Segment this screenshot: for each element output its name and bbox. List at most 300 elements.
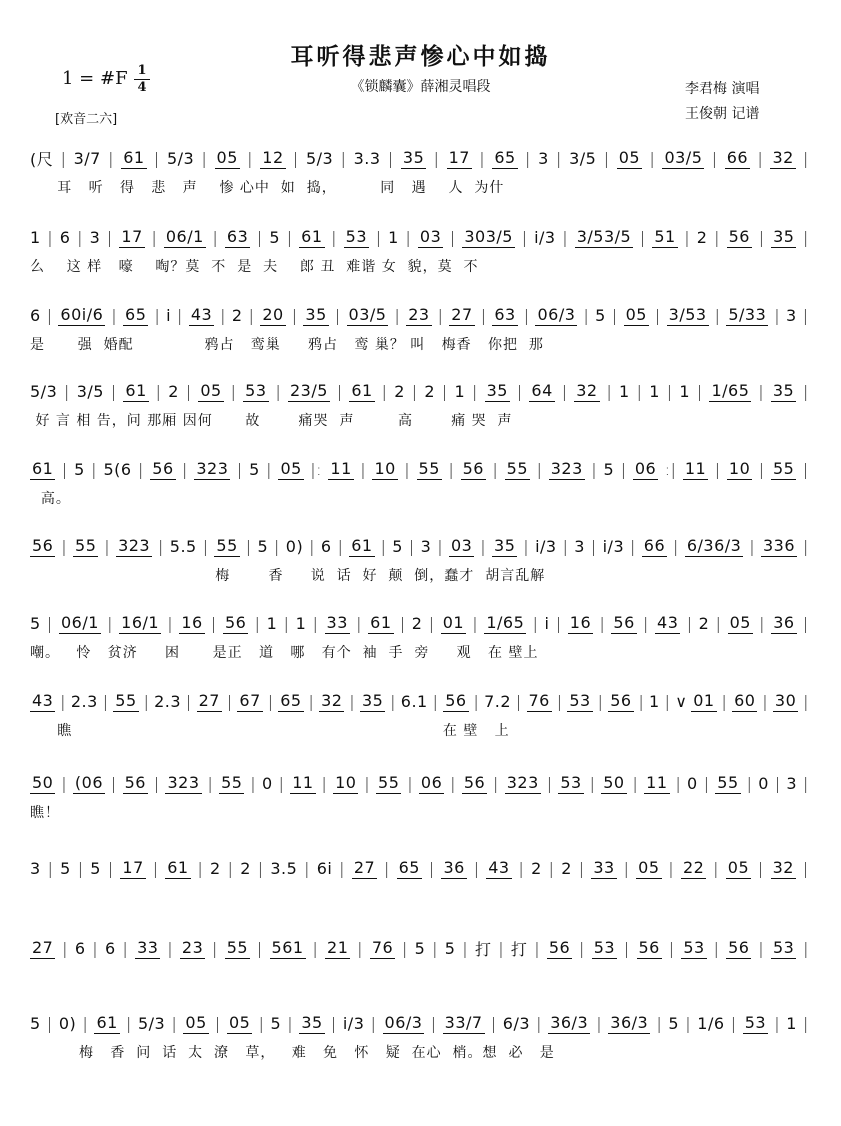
note-group: 61	[351, 535, 373, 555]
note-group: 56	[728, 937, 750, 957]
note-group: 5	[257, 536, 269, 556]
barline: |	[337, 536, 344, 556]
barline: |	[405, 227, 412, 247]
barline: |	[137, 459, 144, 479]
barline: |	[746, 773, 753, 793]
note-group: 33	[593, 857, 615, 877]
note-group: 打	[510, 939, 528, 959]
note-group: 5/3	[30, 381, 58, 401]
barline: |	[599, 613, 606, 633]
note-group: 56	[152, 458, 174, 478]
lyric-row: 嘲。 怜 贫济 困 是正 道 哪 有个 袖 手 旁 观 在 壁上	[30, 645, 539, 661]
barline: |	[47, 858, 54, 878]
note-group: 55	[506, 458, 529, 478]
note-group: 36	[443, 857, 465, 877]
barline: |	[77, 858, 84, 878]
barline: |	[291, 305, 298, 325]
barline: |	[202, 536, 209, 556]
barline: |	[60, 691, 67, 711]
note-group: 17	[121, 226, 143, 246]
barline: |	[441, 381, 448, 401]
note-group: 35	[301, 1012, 323, 1032]
note-group: 51	[654, 226, 676, 246]
barline: |	[639, 227, 646, 247]
note-group: 43	[657, 612, 679, 632]
barline: |	[46, 613, 53, 633]
barline: |	[675, 773, 682, 793]
note-group: 56	[548, 937, 571, 957]
note-group: 60i/6	[60, 304, 104, 324]
barline: |	[638, 691, 645, 711]
barline: |	[61, 773, 68, 793]
note-group: 76	[371, 937, 394, 957]
barline: |	[534, 938, 541, 958]
barline: |	[104, 536, 111, 556]
note-group: 67	[239, 690, 261, 710]
score-line	[30, 610, 810, 662]
score-line	[30, 1010, 810, 1062]
time-signature	[134, 64, 150, 95]
note-group: 06	[634, 458, 657, 478]
note-group: 5	[90, 858, 101, 878]
barline: |	[642, 613, 649, 633]
barline: |	[245, 536, 252, 556]
note-group: 05	[185, 1012, 207, 1032]
note-group: 61	[370, 612, 392, 632]
note-group: 10	[374, 458, 396, 478]
note-group: 5	[269, 227, 281, 247]
barline: |	[201, 148, 208, 168]
note-group: 1/65	[711, 380, 750, 400]
barline: |	[686, 613, 693, 633]
note-group: 11	[684, 458, 707, 478]
note-group: 1	[679, 381, 691, 401]
barline: |	[696, 381, 703, 401]
barline: |	[666, 381, 673, 401]
barline: |	[153, 773, 160, 793]
barline: |	[110, 773, 117, 793]
note-group: 5	[603, 459, 615, 479]
note-group: 35	[305, 304, 327, 324]
barline: |	[177, 305, 183, 325]
barline: |	[703, 773, 710, 793]
notation-row	[30, 1010, 810, 1036]
barline: |	[266, 459, 273, 479]
barline: |	[803, 691, 809, 711]
barline: |	[430, 1013, 437, 1033]
barline: |	[462, 938, 469, 958]
barline: |	[185, 691, 192, 711]
note-group: 5/3	[137, 1013, 166, 1033]
barline: |	[308, 691, 315, 711]
barline: |	[383, 858, 390, 878]
note-group: 3	[30, 858, 41, 878]
barline: |	[106, 227, 113, 247]
note-group: 56	[32, 535, 54, 555]
barline: |	[803, 938, 809, 958]
barline: |	[111, 305, 118, 325]
note-group: 60	[734, 690, 756, 710]
barline: |	[399, 613, 406, 633]
note-group: 56	[613, 612, 635, 632]
score-line	[30, 855, 810, 907]
transcriber-credit: 王俊朝 记谱	[685, 106, 760, 122]
note-group: 5/3	[305, 148, 334, 168]
note-group: 5.5	[169, 536, 197, 556]
barline: |	[428, 858, 435, 878]
note-group: 打	[474, 939, 492, 959]
note-group: 17	[122, 857, 144, 877]
note-group: 16/1	[121, 612, 160, 632]
note-group: 61	[301, 226, 323, 246]
barline: |	[407, 773, 414, 793]
note-group: 63	[494, 304, 516, 324]
barline: |	[757, 148, 764, 168]
note-group: 2	[696, 227, 708, 247]
barline: |	[91, 459, 98, 479]
barline: |	[60, 148, 67, 168]
lyric-row: 是 强 婚配 鸦占 鸾巢 鸦占 鸾 巢？ 叫 梅香 你把 那	[30, 337, 544, 353]
note-group: 61	[32, 458, 54, 478]
note-group: 23/5	[289, 380, 328, 400]
barline: |	[562, 227, 569, 247]
note-group: 65	[280, 690, 302, 710]
note-group: 27	[198, 690, 220, 710]
barline: |	[713, 858, 719, 878]
barline: |	[110, 381, 117, 401]
time-top: 1	[137, 63, 147, 78]
barline: |	[664, 691, 671, 711]
note-group: 20	[262, 304, 284, 324]
note-group: 10	[728, 458, 751, 478]
barline: |	[589, 773, 596, 793]
note-group: 76	[528, 690, 550, 710]
note-group: 05	[625, 304, 647, 324]
barline: |	[774, 773, 781, 793]
note-group: 56	[638, 937, 660, 957]
note-group: 2	[561, 858, 572, 878]
barline: |	[257, 858, 264, 878]
barline: |	[656, 1013, 663, 1033]
barline: |	[802, 536, 809, 556]
barline: |	[758, 459, 765, 479]
note-group: 32	[772, 147, 794, 167]
barline: |	[107, 613, 113, 633]
note-group: 3	[786, 305, 797, 325]
note-group: 35	[361, 690, 384, 710]
barline: |	[433, 148, 440, 168]
barline: |	[498, 938, 505, 958]
note-group: 1	[454, 381, 466, 401]
note-group: 5	[30, 613, 41, 633]
barline: |	[714, 227, 720, 247]
barline: |	[153, 148, 160, 168]
barline: |	[449, 227, 456, 247]
barline: |	[212, 938, 218, 958]
note-group: 53	[560, 772, 582, 792]
lyric-row: 瞧 在 壁 上	[30, 723, 510, 739]
note-group: 2	[168, 381, 179, 401]
note-group: 53	[593, 937, 616, 957]
note-group: 56	[445, 690, 467, 710]
note-group: 5	[270, 1013, 282, 1033]
barline: |	[546, 773, 553, 793]
note-group: i/3	[535, 536, 557, 556]
barline: |	[360, 459, 367, 479]
lyric-row: 高。	[30, 491, 71, 507]
barline: |	[64, 381, 70, 401]
barline: |	[236, 459, 243, 479]
barline: |	[197, 858, 204, 878]
notation-row	[30, 224, 810, 250]
note-group: 27	[32, 937, 54, 957]
barline: |	[401, 938, 408, 958]
barline: |	[248, 305, 255, 325]
barline: |	[247, 148, 254, 168]
note-group: 55	[717, 772, 739, 792]
note-group: 11	[646, 772, 668, 792]
lyric-row: 么 这 样 嚎 啕？莫 不 是 夫 郎 丑 难谐 女 貌，莫 不	[30, 259, 479, 275]
barline: |	[336, 381, 343, 401]
note-group: (06	[74, 772, 104, 792]
note-group: 06	[420, 772, 443, 792]
barline: |	[286, 227, 293, 247]
barline: |	[312, 938, 319, 958]
barline: |	[473, 691, 480, 711]
note-group: 1	[388, 227, 399, 247]
note-group: 36	[773, 612, 795, 632]
barline: |	[214, 1013, 221, 1033]
note-group: 5/33	[728, 304, 767, 324]
tune-label: [欢音二六]	[55, 112, 118, 127]
note-group: 32	[772, 857, 794, 877]
barline: |	[623, 938, 630, 958]
note-group: 55	[772, 458, 795, 478]
barline: |	[774, 1013, 781, 1033]
barline: |	[654, 305, 661, 325]
note-group: 35	[773, 226, 795, 246]
barline: |	[330, 1013, 337, 1033]
time-bottom: 4	[137, 80, 147, 95]
notation-row	[30, 378, 810, 404]
note-group: 43	[190, 304, 213, 324]
barline: |	[803, 148, 809, 168]
note-group: 1	[295, 613, 307, 633]
note-group: 1	[649, 691, 660, 711]
note-group: 1/6	[697, 1013, 725, 1033]
barline: |	[758, 938, 765, 958]
note-group: 35	[772, 380, 795, 400]
note-group: 6i	[316, 858, 333, 878]
barline: |	[516, 381, 523, 401]
note-group: 0	[758, 773, 769, 793]
note-group: 53	[569, 690, 591, 710]
note-group: 1	[786, 1013, 797, 1033]
note-group: 35	[486, 380, 508, 400]
note-group: 3/53	[668, 304, 707, 324]
note-group: 5	[30, 1013, 41, 1033]
note-group: 61	[125, 380, 147, 400]
note-group: 23	[181, 937, 204, 957]
barline: |	[523, 536, 530, 556]
note-group: 303/5	[464, 226, 513, 246]
barline: |	[649, 148, 656, 168]
note-group: 61	[351, 380, 373, 400]
note-group: 3/53/5	[576, 226, 632, 246]
note-group: 12	[262, 147, 284, 167]
barline: |	[759, 613, 766, 633]
note-group: 63	[226, 226, 249, 246]
note-group: 66	[643, 535, 666, 555]
barline: |	[684, 227, 691, 247]
barline: |	[437, 305, 444, 325]
barline: |	[151, 227, 158, 247]
barline: |	[523, 305, 530, 325]
barline: |	[596, 1013, 603, 1033]
lyric-row	[30, 967, 810, 987]
note-group: 01	[693, 690, 715, 710]
note-group: 55	[226, 937, 249, 957]
barline: |	[258, 1013, 265, 1033]
barline: |	[555, 613, 562, 633]
note-group: 05	[638, 857, 660, 877]
barline: |	[721, 691, 728, 711]
note-group: 16	[569, 612, 592, 632]
barline: |	[450, 773, 456, 793]
note-group: 27	[451, 304, 473, 324]
note-group: 0)	[285, 536, 304, 556]
note-group: 2	[231, 305, 243, 325]
note-group: 55	[378, 772, 400, 792]
barline: |	[155, 381, 162, 401]
barline: |	[632, 773, 639, 793]
barline: |	[230, 381, 237, 401]
barline: |	[171, 1013, 178, 1033]
note-group: 6	[74, 938, 86, 958]
score-line	[30, 770, 810, 822]
note-group: 55	[216, 535, 238, 555]
barline: |	[256, 227, 263, 247]
note-group: 03	[451, 535, 473, 555]
barline: |	[340, 148, 347, 168]
note-group: 33/7	[444, 1012, 483, 1032]
note-group: 65	[398, 857, 420, 877]
barline: |	[802, 459, 809, 479]
barline: |	[714, 305, 721, 325]
note-group: 3/5	[76, 381, 104, 401]
note-group: 3/5	[569, 148, 597, 168]
barline: |	[611, 305, 618, 325]
note-group: 1	[619, 381, 630, 401]
notation-row	[30, 145, 810, 171]
barline: |	[370, 1013, 377, 1033]
barline: |	[620, 459, 627, 479]
note-group: i	[544, 613, 550, 633]
barline: |	[390, 691, 396, 711]
note-group: 53	[345, 226, 367, 246]
note-group: 53	[245, 380, 267, 400]
note-group: 5	[668, 1013, 680, 1033]
note-group: 35	[402, 147, 425, 167]
note-group: 05	[727, 857, 750, 877]
barline: |	[387, 148, 394, 168]
note-group: 22	[682, 857, 705, 877]
song-subtitle: 《锁麟囊》薛湘灵唱段	[350, 79, 491, 95]
note-group: 36/3	[550, 1012, 589, 1032]
barline: |	[521, 227, 528, 247]
barline: |	[490, 1013, 497, 1033]
note-group: 06/1	[165, 226, 204, 246]
note-group: 6	[320, 536, 332, 556]
barline: |	[548, 858, 555, 878]
barline: |	[473, 858, 480, 878]
barline: |	[304, 858, 310, 878]
barline: |	[349, 691, 356, 711]
note-group: 32	[576, 380, 598, 400]
barline: |	[107, 858, 114, 878]
barline: |	[278, 773, 285, 793]
note-group: 50	[603, 772, 625, 792]
barline: |	[108, 148, 114, 168]
barline: |	[803, 227, 809, 247]
barline: |	[606, 381, 613, 401]
barline: |	[411, 381, 418, 401]
note-group: 2	[394, 381, 405, 401]
note-group: 2	[424, 381, 436, 401]
note-group: 1/65	[486, 612, 525, 632]
barline: |	[556, 691, 563, 711]
notation-row	[30, 855, 810, 881]
barline: |	[122, 938, 129, 958]
barline: |	[472, 613, 479, 633]
note-group: 10	[335, 772, 357, 792]
barline: |	[603, 148, 610, 168]
note-group: 27	[353, 857, 376, 877]
lyric-row: 梅 香 问 话 太 潦 草， 难 免 怀 疑 在心 梢。想 必 是	[30, 1045, 555, 1061]
notation-row	[30, 688, 810, 714]
note-group: 56	[610, 690, 632, 710]
note-group: 2	[698, 613, 710, 633]
barline: |	[267, 691, 274, 711]
score-line	[30, 533, 810, 585]
note-group: 61	[167, 857, 189, 877]
notation-row	[30, 533, 810, 559]
barline: |	[77, 227, 83, 247]
barline: |	[803, 381, 809, 401]
barline: |	[802, 613, 809, 633]
barline: |	[212, 227, 219, 247]
note-group: 61	[123, 147, 145, 167]
note-group: 35	[494, 535, 516, 555]
notation-row	[30, 610, 810, 636]
note-group: 06/3	[537, 304, 576, 324]
note-group: 5	[60, 858, 71, 878]
barline: |	[714, 459, 721, 479]
notation-row	[30, 770, 810, 796]
barline: |	[287, 1013, 294, 1033]
barline: |	[394, 305, 401, 325]
note-group: 55	[221, 772, 243, 792]
barline: |	[578, 858, 585, 878]
barline: |	[408, 536, 415, 556]
barline: |	[154, 305, 161, 325]
note-group: 2.3	[154, 691, 182, 711]
barline: |	[62, 938, 69, 958]
note-group: 6.1	[400, 691, 428, 711]
barline: |	[432, 938, 439, 958]
note-group: 43	[488, 857, 510, 877]
note-group: 05	[618, 147, 641, 167]
